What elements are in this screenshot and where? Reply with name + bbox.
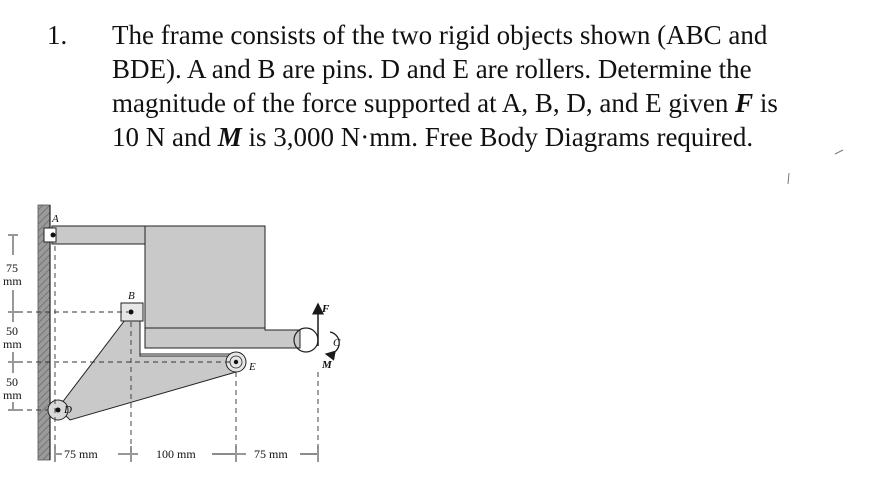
dim-vertical-2-value: 50: [6, 324, 18, 338]
dim-vertical-3-unit: mm: [3, 388, 22, 402]
roller-e-center: [234, 360, 238, 364]
label-e: E: [249, 361, 256, 373]
moment-variable: M: [217, 122, 242, 152]
problem-line-2: BDE). A and B are pins. D and E are rollers. Determine the: [112, 54, 752, 84]
dim-vertical-3-value: 50: [6, 375, 18, 389]
problem-line-1: The frame consists of the two rigid objects shown (ABC and: [112, 20, 768, 50]
dim-vertical-2-unit: mm: [3, 337, 22, 351]
problem-line-3-text: magnitude of the force supported at A, B, D, and E given: [112, 88, 729, 118]
problem-line-4-tail: is 3,000 N·mm. Free Body Diagrams required.: [241, 122, 754, 152]
pin-b: [129, 310, 134, 315]
force-variable: F: [735, 88, 754, 118]
dim-vertical-1-value: 75: [6, 261, 18, 275]
problem-number: 1.: [47, 20, 68, 50]
pen-mark: [835, 150, 843, 154]
roller-d-center: [56, 408, 61, 413]
problem-line-3-tail: is: [753, 88, 778, 118]
member-abc-arm: [52, 226, 147, 244]
wall: [38, 205, 50, 460]
member-abc: [52, 226, 300, 354]
dim-horizontal-1: 75 mm: [64, 447, 98, 461]
dim-vertical-1-unit: mm: [3, 274, 22, 288]
label-f: F: [322, 303, 330, 315]
pen-mark-2: [788, 173, 789, 184]
label-b: B: [128, 290, 135, 302]
label-m: M: [322, 359, 332, 371]
label-a: A: [52, 213, 59, 225]
member-abc-extension: [145, 328, 300, 348]
label-c: C: [333, 337, 341, 349]
problem-line-4-text: 10 N and: [112, 122, 218, 152]
dim-horizontal-2: 100 mm: [156, 447, 196, 461]
pin-a: [51, 233, 56, 238]
label-d: D: [64, 404, 72, 416]
dim-horizontal-3: 75 mm: [254, 447, 288, 461]
